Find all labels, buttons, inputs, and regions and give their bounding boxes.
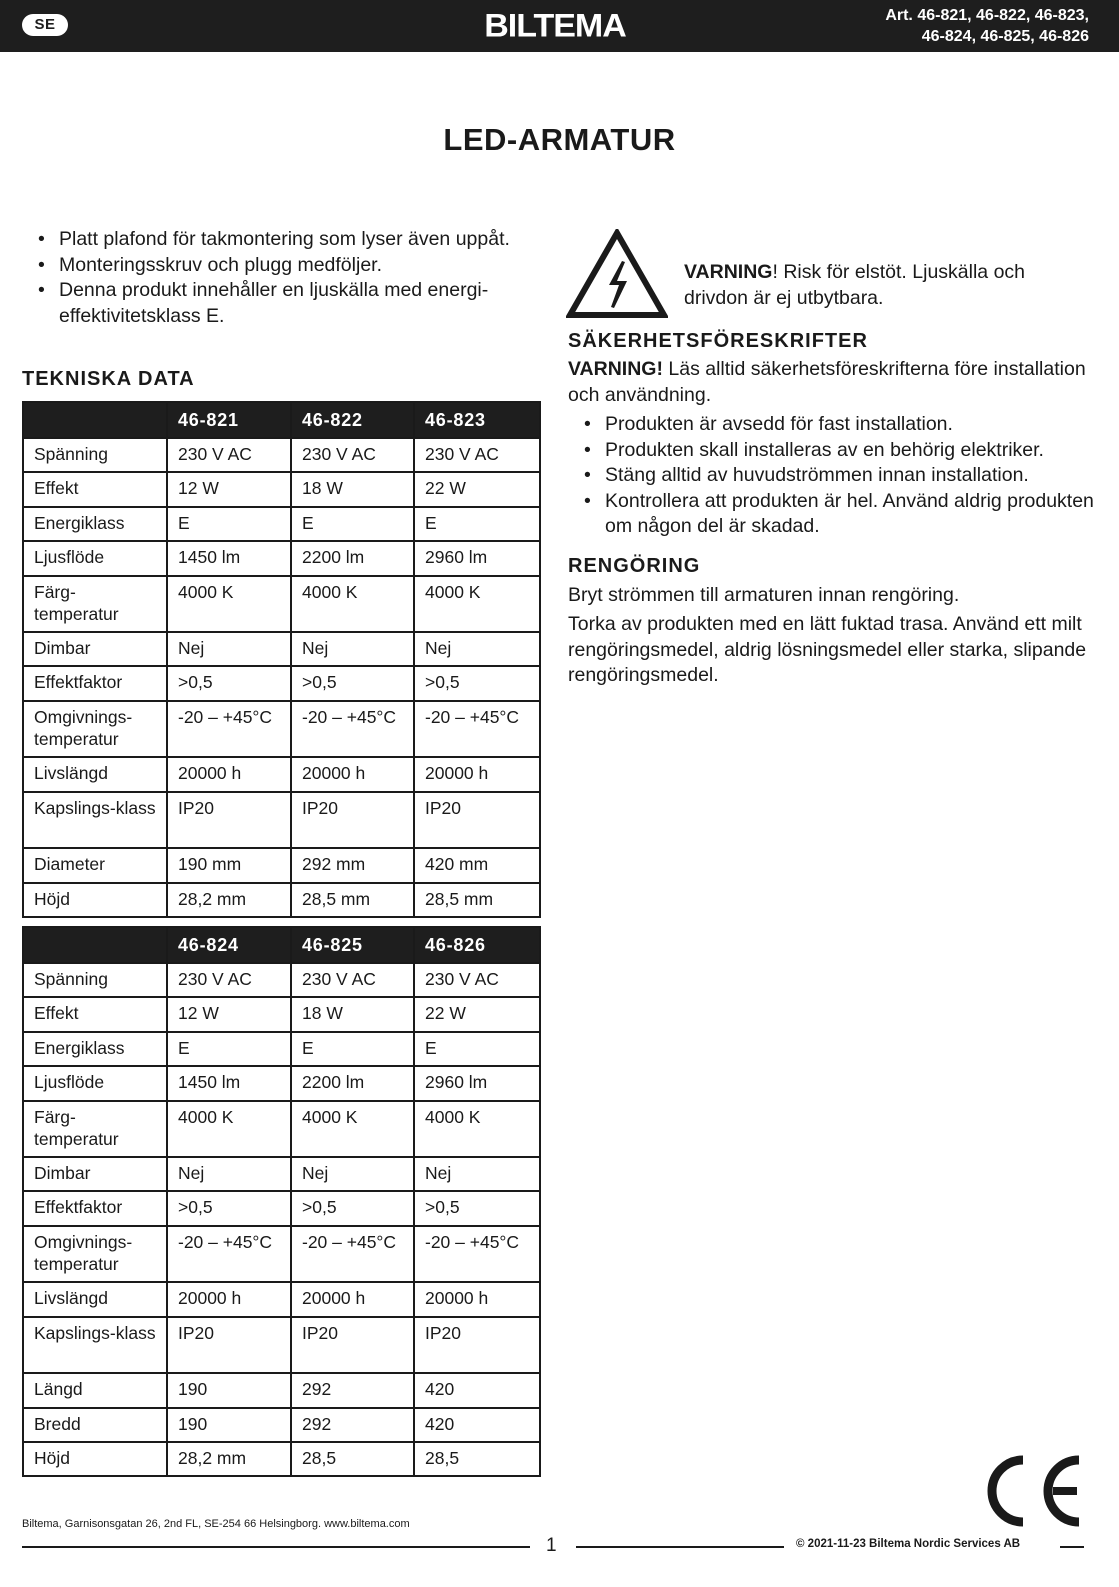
table-header-cell: 46-826 <box>414 927 540 963</box>
row-label-cell: Livslängd <box>23 757 167 791</box>
feature-item: • Denna produkt innehåller en ljuskälla med energi-effektivitetsklass E. <box>38 278 548 329</box>
value-cell: 230 V AC <box>167 963 291 997</box>
value-cell: 28,5 mm <box>291 883 414 917</box>
table-row <box>23 472 540 506</box>
value-cell: 230 V AC <box>291 438 414 472</box>
value-cell: 4000 K <box>167 576 291 633</box>
footer-divider-middle <box>576 1546 784 1548</box>
value-cell: 20000 h <box>167 757 291 791</box>
feature-item: • Platt plafond för takmontering som lyser även uppåt. <box>38 227 548 253</box>
spec-table-2 <box>22 926 541 1477</box>
document-title: LED-ARMATUR <box>443 122 676 157</box>
value-cell: 22 W <box>414 472 540 506</box>
value-cell: >0,5 <box>291 1191 414 1225</box>
value-cell: >0,5 <box>414 666 540 700</box>
safety-item: • Kontrollera att produkten är hel. Använd aldrig produkten om någon del är skadad. <box>584 489 1094 540</box>
table-row <box>23 632 540 666</box>
table-header-row <box>23 402 540 438</box>
value-cell: Nej <box>414 632 540 666</box>
row-label-cell: Bredd <box>23 1408 167 1442</box>
value-cell: 420 <box>414 1408 540 1442</box>
table-row <box>23 792 540 849</box>
row-label-cell: Spänning <box>23 438 167 472</box>
article-numbers-line-2: 46-824, 46-825, 46-826 <box>921 28 1089 45</box>
footer-divider-left <box>22 1546 530 1548</box>
electric-shock-warning-icon <box>566 229 668 319</box>
table-row <box>23 701 540 758</box>
value-cell: 28,5 <box>291 1442 414 1476</box>
page-number: 1 <box>546 1535 557 1556</box>
row-label-cell: Kapslings-klass <box>23 792 167 849</box>
value-cell: >0,5 <box>167 666 291 700</box>
table-row <box>23 1408 540 1442</box>
feature-item: • Monteringsskruv och plugg medföljer. <box>38 253 548 279</box>
table-header-cell <box>23 927 167 963</box>
table-row <box>23 1317 540 1374</box>
tech-data-heading: TEKNISKA DATA <box>22 368 195 390</box>
row-label-cell: Spänning <box>23 963 167 997</box>
row-label-cell: Energiklass <box>23 507 167 541</box>
value-cell: 28,5 <box>414 1442 540 1476</box>
value-cell: 4000 K <box>167 1101 291 1158</box>
safety-heading: SÄKERHETSFÖRESKRIFTER <box>568 330 868 352</box>
feature-list <box>38 227 548 329</box>
row-label-cell: Effekt <box>23 472 167 506</box>
value-cell: E <box>167 507 291 541</box>
value-cell: 190 <box>167 1408 291 1442</box>
table-row <box>23 1101 540 1158</box>
table-row <box>23 757 540 791</box>
value-cell: >0,5 <box>291 666 414 700</box>
row-label-cell: Omgivnings-temperatur <box>23 701 167 758</box>
table-header-cell: 46-823 <box>414 402 540 438</box>
row-label-cell: Dimbar <box>23 1157 167 1191</box>
table-header-cell <box>23 402 167 438</box>
value-cell: -20 – +45°C <box>291 701 414 758</box>
value-cell: Nej <box>414 1157 540 1191</box>
safety-intro <box>568 357 1088 408</box>
value-cell: -20 – +45°C <box>167 701 291 758</box>
table-row <box>23 1373 540 1407</box>
row-label-cell: Färg-temperatur <box>23 576 167 633</box>
warning-body: ! Risk för elstöt. Ljuskälla och drivdon är ej utbytbara. <box>684 261 1026 309</box>
value-cell: 1450 lm <box>167 1066 291 1100</box>
row-label-cell: Effekt <box>23 997 167 1031</box>
value-cell: 230 V AC <box>414 963 540 997</box>
value-cell: E <box>167 1032 291 1066</box>
table-row <box>23 848 540 882</box>
table-header-cell: 46-824 <box>167 927 291 963</box>
value-cell: >0,5 <box>167 1191 291 1225</box>
value-cell: 20000 h <box>291 1282 414 1316</box>
value-cell: 20000 h <box>291 757 414 791</box>
safety-item: • Produkten skall installeras av en behörig elektriker. <box>584 438 1094 464</box>
row-label-cell: Energiklass <box>23 1032 167 1066</box>
value-cell: IP20 <box>291 792 414 849</box>
value-cell: 190 <box>167 1373 291 1407</box>
value-cell: 420 <box>414 1373 540 1407</box>
value-cell: 28,2 mm <box>167 1442 291 1476</box>
table-row <box>23 1066 540 1100</box>
table-row <box>23 1282 540 1316</box>
ce-mark <box>975 1452 1085 1530</box>
value-cell: 20000 h <box>414 757 540 791</box>
article-numbers <box>885 5 1089 47</box>
value-cell: Nej <box>167 1157 291 1191</box>
cleaning-paragraph-1: Bryt strömmen till armaturen innan rengöring. <box>568 584 960 606</box>
value-cell: IP20 <box>414 792 540 849</box>
row-label-cell: Effektfaktor <box>23 666 167 700</box>
value-cell: -20 – +45°C <box>414 1226 540 1283</box>
value-cell: 22 W <box>414 997 540 1031</box>
value-cell: Nej <box>291 632 414 666</box>
value-cell: 1450 lm <box>167 541 291 575</box>
row-label-cell: Diameter <box>23 848 167 882</box>
table-row <box>23 438 540 472</box>
footer-address: Biltema, Garnisonsgatan 26, 2nd FL, SE-254 66 Helsingborg. www.biltema.com <box>22 1518 410 1530</box>
table-header-row <box>23 927 540 963</box>
value-cell: E <box>414 507 540 541</box>
safety-intro-body: Läs alltid säkerhetsföreskrifterna före installation och användning. <box>568 358 1086 406</box>
value-cell: E <box>291 1032 414 1066</box>
value-cell: 4000 K <box>291 1101 414 1158</box>
value-cell: >0,5 <box>414 1191 540 1225</box>
row-label-cell: Kapslings-klass <box>23 1317 167 1374</box>
value-cell: 230 V AC <box>167 438 291 472</box>
value-cell: 292 <box>291 1373 414 1407</box>
row-label-cell: Effektfaktor <box>23 1191 167 1225</box>
safety-item: • Produkten är avsedd för fast installation. <box>584 412 1094 438</box>
cleaning-paragraph-2: Torka av produkten med en lätt fuktad trasa. Använd ett milt rengöringsmedel, aldrig lösningsmedel eller starka, slipande rengöringsmedel. <box>568 613 1087 686</box>
table-row <box>23 576 540 633</box>
safety-list <box>584 412 1094 540</box>
value-cell: IP20 <box>167 792 291 849</box>
row-label-cell: Höjd <box>23 883 167 917</box>
warning-label: VARNING <box>684 261 773 283</box>
value-cell: 2960 lm <box>414 541 540 575</box>
value-cell: -20 – +45°C <box>291 1226 414 1283</box>
warning-text <box>684 259 1084 311</box>
value-cell: 4000 K <box>414 1101 540 1158</box>
brand-logo: BILTEMA <box>484 7 626 45</box>
value-cell: 12 W <box>167 472 291 506</box>
article-numbers-line-1: Art. 46-821, 46-822, 46-823, <box>885 7 1089 24</box>
row-label-cell: Omgivnings-temperatur <box>23 1226 167 1283</box>
value-cell: E <box>414 1032 540 1066</box>
value-cell: IP20 <box>414 1317 540 1374</box>
value-cell: 420 mm <box>414 848 540 882</box>
row-label-cell: Livslängd <box>23 1282 167 1316</box>
row-label-cell: Höjd <box>23 1442 167 1476</box>
safety-item: • Stäng alltid av huvudströmmen innan installation. <box>584 463 1094 489</box>
table-header-cell: 46-825 <box>291 927 414 963</box>
value-cell: 292 <box>291 1408 414 1442</box>
value-cell: IP20 <box>291 1317 414 1374</box>
value-cell: IP20 <box>167 1317 291 1374</box>
value-cell: 18 W <box>291 472 414 506</box>
table-row <box>23 1157 540 1191</box>
value-cell: 230 V AC <box>291 963 414 997</box>
table-row <box>23 666 540 700</box>
table-row <box>23 541 540 575</box>
table-header-cell: 46-821 <box>167 402 291 438</box>
value-cell: 4000 K <box>291 576 414 633</box>
row-label-cell: Dimbar <box>23 632 167 666</box>
table-row <box>23 1442 540 1476</box>
footer-divider-right <box>1060 1546 1084 1548</box>
row-label-cell: Ljusflöde <box>23 541 167 575</box>
footer-copyright: © 2021-11-23 Biltema Nordic Services AB <box>796 1538 1021 1550</box>
value-cell: -20 – +45°C <box>414 701 540 758</box>
table-row <box>23 1226 540 1283</box>
value-cell: 2200 lm <box>291 541 414 575</box>
table-row <box>23 1032 540 1066</box>
value-cell: Nej <box>291 1157 414 1191</box>
row-label-cell: Längd <box>23 1373 167 1407</box>
table-row <box>23 1191 540 1225</box>
table-row <box>23 963 540 997</box>
value-cell: Nej <box>167 632 291 666</box>
spec-table-1 <box>22 401 541 918</box>
table-row <box>23 997 540 1031</box>
value-cell: 2200 lm <box>291 1066 414 1100</box>
value-cell: 4000 K <box>414 576 540 633</box>
value-cell: 28,2 mm <box>167 883 291 917</box>
table-row <box>23 507 540 541</box>
row-label-cell: Färg-temperatur <box>23 1101 167 1158</box>
value-cell: 18 W <box>291 997 414 1031</box>
value-cell: 230 V AC <box>414 438 540 472</box>
cleaning-heading: RENGÖRING <box>568 555 701 577</box>
table-row <box>23 883 540 917</box>
value-cell: 292 mm <box>291 848 414 882</box>
value-cell: 20000 h <box>414 1282 540 1316</box>
value-cell: 190 mm <box>167 848 291 882</box>
header-bar <box>0 0 1119 52</box>
value-cell: 2960 lm <box>414 1066 540 1100</box>
table-header-cell: 46-822 <box>291 402 414 438</box>
value-cell: E <box>291 507 414 541</box>
safety-intro-label: VARNING! <box>568 358 663 380</box>
row-label-cell: Ljusflöde <box>23 1066 167 1100</box>
value-cell: 12 W <box>167 997 291 1031</box>
value-cell: 28,5 mm <box>414 883 540 917</box>
language-badge: SE <box>22 14 68 36</box>
value-cell: -20 – +45°C <box>167 1226 291 1283</box>
value-cell: 20000 h <box>167 1282 291 1316</box>
